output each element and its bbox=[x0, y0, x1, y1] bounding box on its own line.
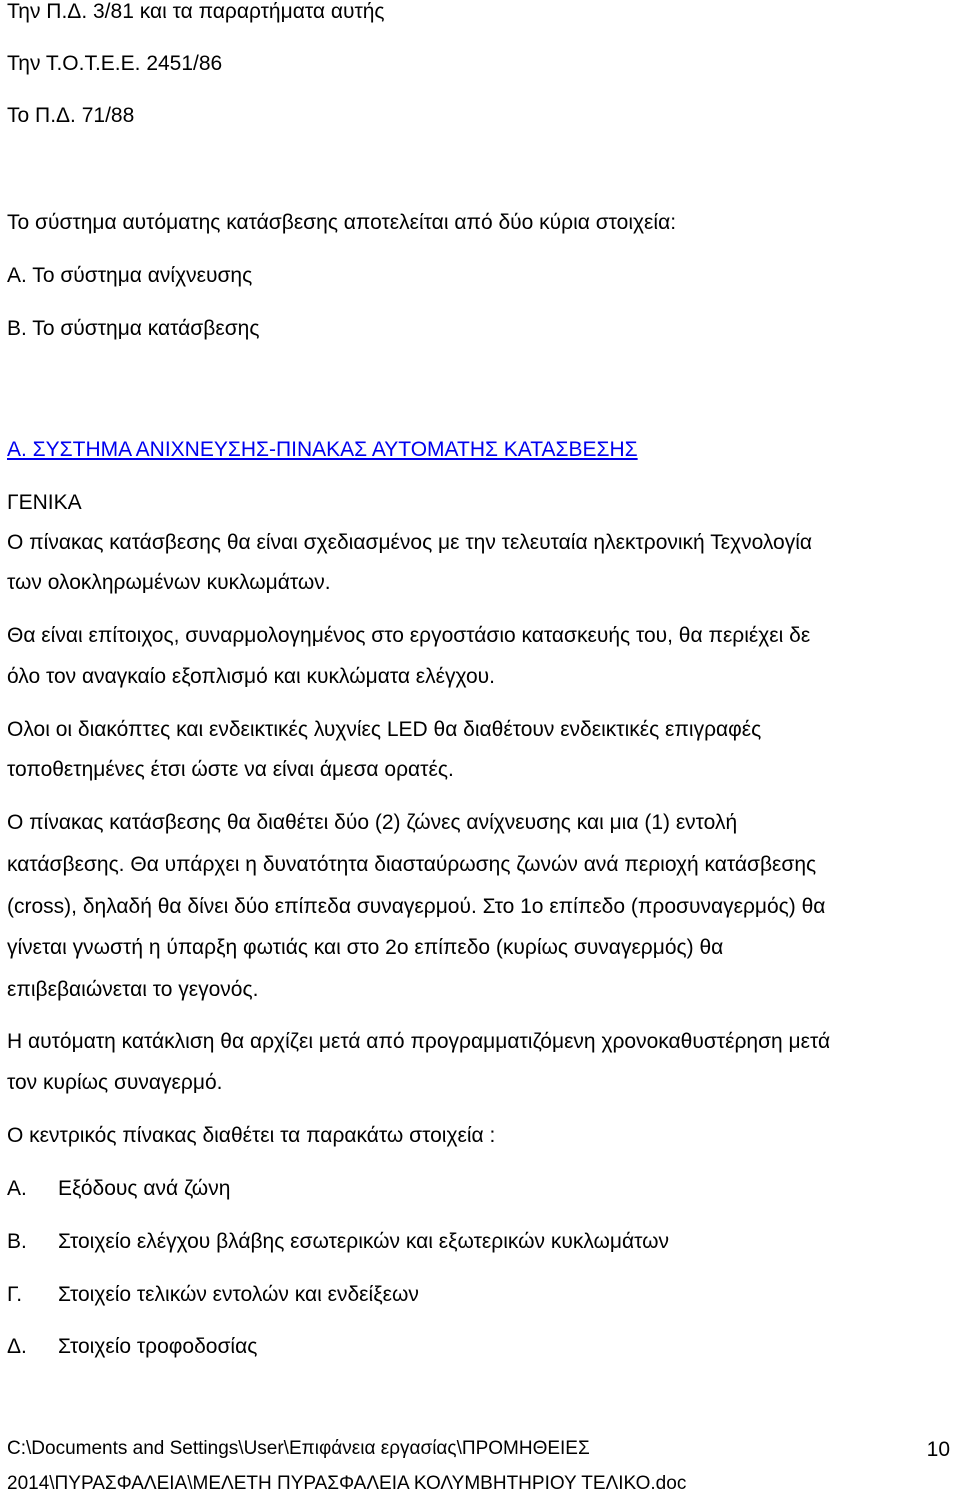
list-marker: Δ. bbox=[7, 1335, 27, 1358]
paragraph-line: Θα είναι επίτοιχος, συναρμολογημένος στο εργοστάσιο κατασκευής του, θα περιέχει δε bbox=[7, 624, 811, 647]
reference-line: Το Π.Δ. 71/88 bbox=[7, 104, 135, 127]
paragraph-line: κατάσβεσης. Θα υπάρχει η δυνατότητα διασταύρωσης ζωνών ανά περιοχή κατάσβεσης bbox=[7, 853, 817, 876]
section-subheading: ΓΕΝΙΚΑ bbox=[7, 491, 82, 514]
intro-item: Α. Το σύστημα ανίχνευσης bbox=[7, 264, 253, 287]
list-marker: Γ. bbox=[7, 1283, 23, 1306]
paragraph-line: Ο πίνακας κατάσβεσης θα είναι σχεδιασμένος με την τελευταία ηλεκτρονική Τεχνολογία bbox=[7, 531, 813, 554]
paragraph-line: των ολοκληρωμένων κυκλωμάτων. bbox=[7, 571, 331, 594]
footer-path-line: 2014\ΠΥΡΑΣΦΑΛΕΙΑ\ΜΕΛΕΤΗ ΠΥΡΑΣΦΑΛΕΙΑ ΚΟΛΥΜΒΗΤΗΡΙΟΥ ΤΕΛΙΚΟ.doc bbox=[7, 1473, 687, 1494]
list-marker: Β. bbox=[7, 1230, 27, 1253]
list-marker: Α. bbox=[7, 1177, 27, 1200]
footer-path-line: C:\Documents and Settings\User\Επιφάνεια εργασίας\ΠΡΟΜΗΘΕΙΕΣ bbox=[7, 1438, 590, 1459]
paragraph-line: επιβεβαιώνεται το γεγονός. bbox=[7, 978, 259, 1001]
page-number: 10 bbox=[926, 1438, 950, 1461]
paragraph-line: Ολοι οι διακόπτες και ενδεικτικές λυχνίες LED θα διαθέτουν ενδεικτικές επιγραφές bbox=[7, 718, 762, 741]
list-item-text: Στοιχείο τροφοδοσίας bbox=[58, 1335, 258, 1358]
reference-line: Την Π.Δ. 3/81 και τα παραρτήματα αυτής bbox=[7, 0, 385, 23]
list-item-text: Στοιχείο τελικών εντολών και ενδείξεων bbox=[58, 1283, 419, 1306]
intro-item: Β. Το σύστημα κατάσβεσης bbox=[7, 317, 260, 340]
reference-line: Την Τ.Ο.Τ.Ε.Ε. 2451/86 bbox=[7, 52, 223, 75]
intro-text: Το σύστημα αυτόματης κατάσβεσης αποτελείται από δύο κύρια στοιχεία: bbox=[7, 211, 677, 234]
paragraph-line: (cross), δηλαδή θα δίνει δύο επίπεδα συναγερμού. Στο 1ο επίπεδο (προσυναγερμός) θα bbox=[7, 895, 826, 918]
paragraph-line: Ο κεντρικός πίνακας διαθέτει τα παρακάτω στοιχεία : bbox=[7, 1124, 496, 1147]
section-heading[interactable]: Α. ΣΥΣΤΗΜΑ ΑΝΙΧΝΕΥΣΗΣ-ΠΙΝΑΚΑΣ ΑΥΤΟΜΑΤΗΣ ΚΑΤΑΣΒΕΣΗΣ bbox=[7, 438, 638, 461]
paragraph-line: τον κυρίως συναγερμό. bbox=[7, 1071, 223, 1094]
list-item-text: Στοιχείο ελέγχου βλάβης εσωτερικών και εξωτερικών κυκλωμάτων bbox=[58, 1230, 670, 1253]
paragraph-line: γίνεται γνωστή η ύπαρξη φωτιάς και στο 2ο επίπεδο (κυρίως συναγερμός) θα bbox=[7, 936, 724, 959]
paragraph-line: Ο πίνακας κατάσβεσης θα διαθέτει δύο (2) ζώνες ανίχνευσης και μια (1) εντολή bbox=[7, 811, 738, 834]
paragraph-line: τοποθετημένες έτσι ώστε να είναι άμεσα ορατές. bbox=[7, 758, 454, 781]
paragraph-line: όλο τον αναγκαίο εξοπλισμό και κυκλώματα ελέγχου. bbox=[7, 665, 495, 688]
paragraph-line: Η αυτόματη κατάκλιση θα αρχίζει μετά από προγραμματιζόμενη χρονοκαθυστέρηση μετά bbox=[7, 1030, 831, 1053]
list-item-text: Εξόδους ανά ζώνη bbox=[58, 1177, 231, 1200]
